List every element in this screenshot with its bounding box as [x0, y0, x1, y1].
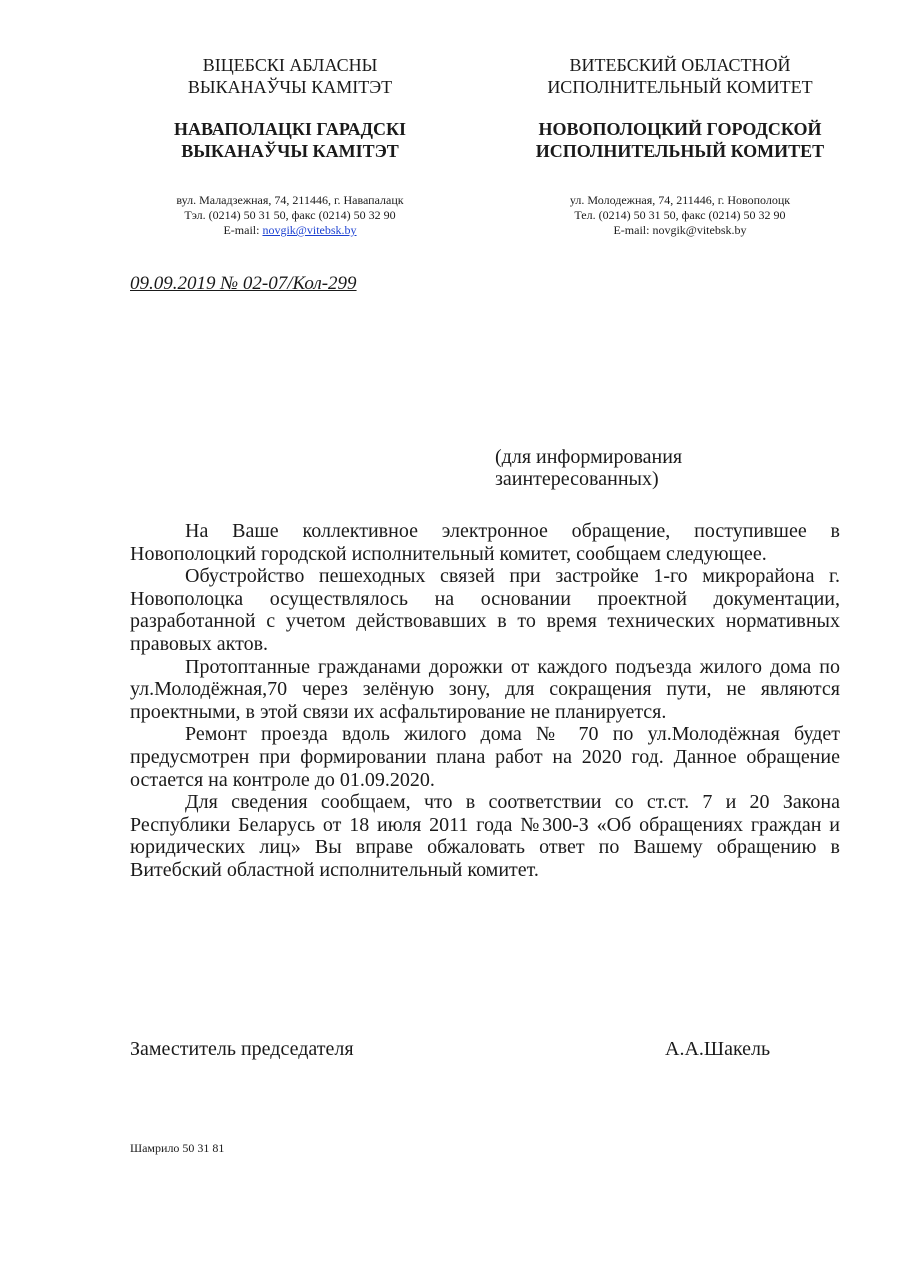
parent-org-ru: ВИТЕБСКИЙ ОБЛАСТНОЙ ИСПОЛНИТЕЛЬНЫЙ КОМИТЕТ	[547, 55, 813, 97]
email-line: E-mail: novgik@vitebsk.by	[223, 223, 357, 237]
letter-body	[130, 520, 840, 882]
contact-block-ru	[500, 193, 860, 238]
contact-block-by	[120, 193, 460, 238]
address: вул. Маладзежная, 74, 211446, г. Навапалацк	[176, 193, 404, 207]
paragraph: Обустройство пешеходных связей при застройке 1-го микрорайона г. Новополоцка осуществлялось на основании проектной документации, разработанной с учетом действовавших в то время технических нормативных правовых актов.	[130, 565, 840, 655]
signatory-title: Заместитель председателя	[130, 1038, 354, 1060]
paragraph: Ремонт проезда вдоль жилого дома № 70 по ул.Молодёжная будет предусмотрен при формировании плана работ на 2020 год. Данное обращение остается на контроле до 01.09.2020.	[130, 723, 840, 791]
org-name-by: НАВАПОЛАЦКІ ГАРАДСКІ ВЫКАНАЎЧЫ КАМІТЭТ	[173, 119, 407, 161]
paragraph: Для сведения сообщаем, что в соответствии со ст.ст. 7 и 20 Закона Республики Беларусь от 18 июля 2011 года №300-З «Об обращениях граждан и юридических лиц» Вы вправе обжаловать ответ по Вашему обращению в Витебский областной исполнительный комитет.	[130, 791, 840, 881]
phone: Тел. (0214) 50 31 50, факс (0214) 50 32 90	[574, 208, 786, 222]
recipient: (для информирования заинтересованных)	[495, 446, 683, 490]
paragraph: На Ваше коллективное электронное обращение, поступившее в Новополоцкий городской исполнительный комитет, сообщаем следующее.	[130, 520, 840, 565]
document-reference: 09.09.2019 № 02-07/Кол-299	[130, 273, 357, 294]
phone: Тэл. (0214) 50 31 50, факс (0214) 50 32 90	[184, 208, 396, 222]
parent-org-by: ВІЦЕБСКІ АБЛАСНЫ ВЫКАНАЎЧЫ КАМІТЭТ	[187, 55, 393, 97]
email-line: E-mail: novgik@vitebsk.by	[613, 223, 747, 237]
address: ул. Молодежная, 74, 211446, г. Новополоцк	[569, 193, 791, 207]
executor-note: Шамрило 50 31 81	[130, 1141, 225, 1155]
org-name-ru: НОВОПОЛОЦКИЙ ГОРОДСКОЙ ИСПОЛНИТЕЛЬНЫЙ КОМИТЕТ	[535, 119, 825, 161]
signatory-name: А.А.Шакель	[665, 1038, 771, 1060]
paragraph: Протоптанные гражданами дорожки от каждого подъезда жилого дома по ул.Молодёжная,70 через зелёную зону, для сокращения пути, не являются проектными, в этой связи их асфальтирование не планируется.	[130, 655, 840, 723]
email-link[interactable]: novgik@vitebsk.by	[262, 223, 357, 237]
